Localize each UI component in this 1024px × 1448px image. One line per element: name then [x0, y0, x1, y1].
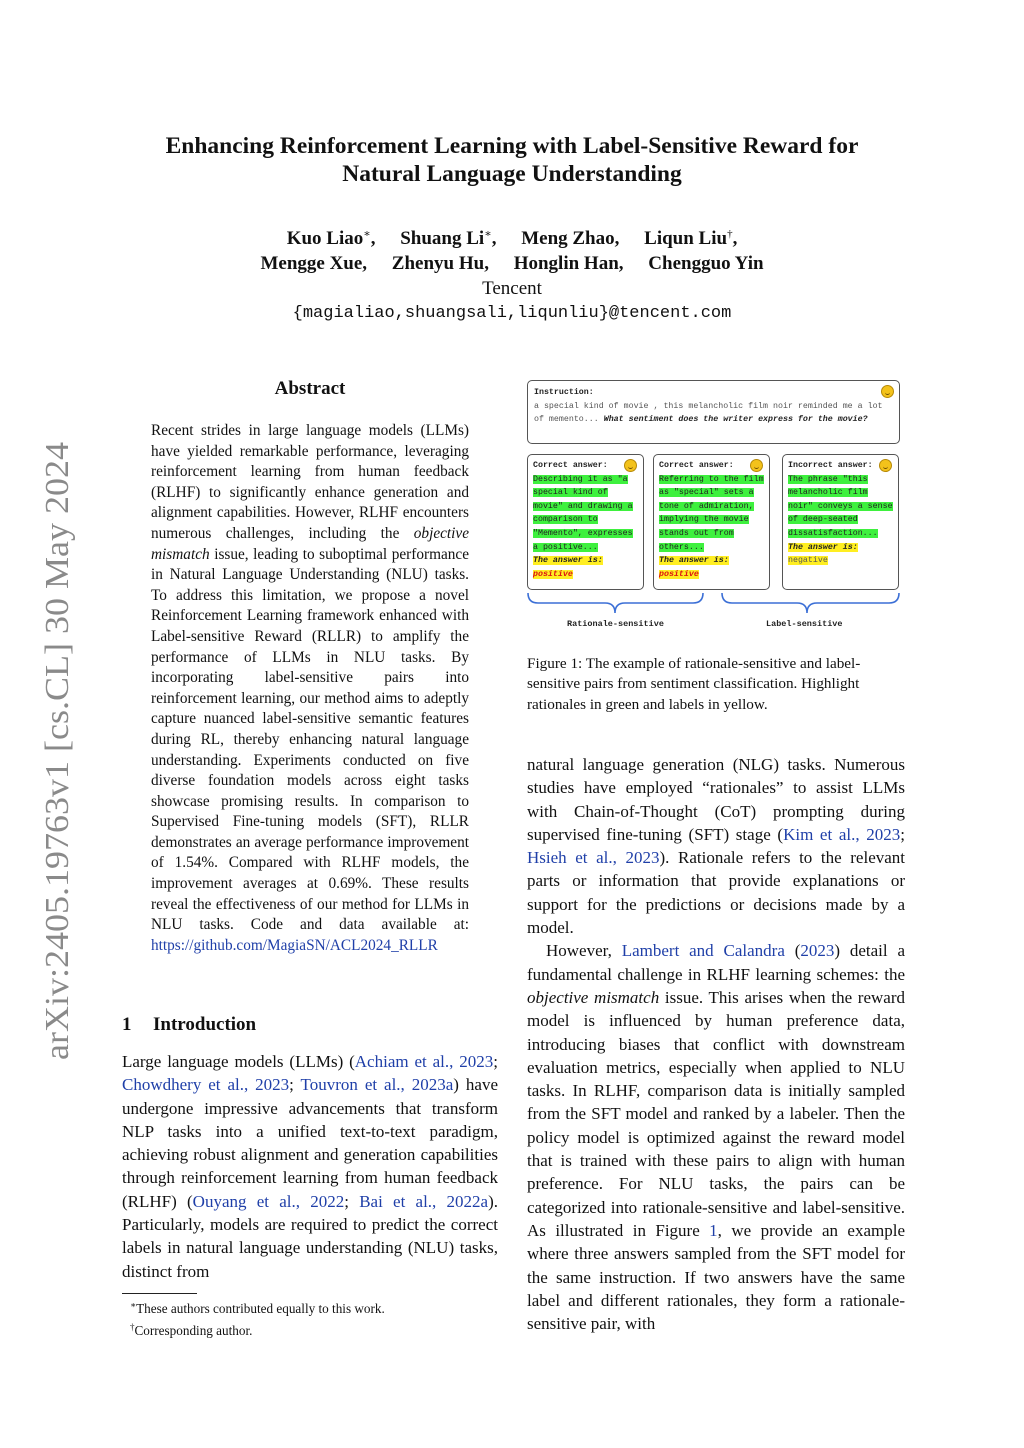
- author: [260, 251, 367, 276]
- section-title: Introduction: [153, 1014, 257, 1035]
- text-run: , we provide an example where three answers sampled from the SFT model for the same instruction. If two answers have the same label and different rationales, they form a rationale-sensitive pair, with: [527, 1220, 905, 1334]
- affiliation: Tencent: [482, 278, 542, 299]
- answer-box-correct-1: [527, 454, 644, 590]
- abstract-heading: Abstract: [274, 378, 346, 399]
- footnote-1: [130, 1296, 498, 1318]
- section-heading-introduction: [122, 1014, 498, 1036]
- abstract-part: issue, leading to suboptimal performance in Natural Language Understanding (NLU) tasks. To address this limitation, we propose a novel Reinforcement Learning framework enhanced with Label-sensitive Reward (RLLR) to amplify the performance of LLMs in NLU tasks. By incorporating label-sensitive pairs into reinforcement learning, our method aims to adeptly capture nuanced label-sensitive semantic features during RL, thereby enhancing natural language understanding. Experiments conducted on five diverse foundation models across eight tasks showcase promising results. In comparison to Supervised Fine-tuning models (SFT), RLLR demonstrates an average performance improvement of 1.54%. Compared with RLHF models, the improvement averages at 0.69%. These results reveal the effectiveness of our method for LLMs in NLU tasks. Code and data available at:: [151, 545, 469, 934]
- citation-link[interactable]: [193, 1192, 345, 1211]
- emphasis: objective mismatch: [527, 987, 660, 1007]
- footnote-divider: [122, 1293, 197, 1294]
- author: [287, 222, 376, 251]
- paragraph: [527, 753, 905, 939]
- author: [648, 251, 763, 276]
- answer-prefix: The answer is:: [533, 556, 603, 566]
- paragraph: [527, 939, 905, 1335]
- author-name: Shuang Li: [400, 228, 485, 249]
- citation-link[interactable]: [783, 825, 900, 844]
- author: [514, 251, 624, 276]
- author: [400, 222, 496, 251]
- answer-prefix: The answer is:: [788, 542, 858, 552]
- author-sep: ,: [491, 228, 497, 249]
- author-sep: ,: [732, 228, 738, 249]
- citation-link[interactable]: [622, 941, 785, 960]
- footnote-2: [130, 1318, 498, 1340]
- smiling-face-icon: [624, 459, 637, 472]
- author-email: {magialiao,shuangsali,liqunliu}@tencent.com: [292, 304, 732, 323]
- citation-link[interactable]: [800, 941, 834, 960]
- citation-authors: Hsieh et al.: [527, 848, 613, 868]
- label-brace: [722, 593, 899, 613]
- citation-link[interactable]: [122, 1075, 289, 1094]
- abstract-part: Recent strides in large language models (LLMs) have yielded remarkable performance, leveraging reinforcement learning from human feedback (RLHF) to significantly enhance generation and alignment capabilities. However, RLHF encounters numerous challenges, including the: [151, 422, 469, 542]
- author-mark: ∗: [363, 228, 371, 240]
- right-column-text: [527, 753, 905, 1335]
- answer-prefix: The answer is:: [659, 556, 729, 566]
- footnote-mark: ∗: [130, 1300, 137, 1310]
- footnotes: [130, 1296, 498, 1340]
- text-run: (: [784, 941, 801, 961]
- author-sep: ,: [362, 253, 368, 274]
- title-line-2: Natural Language Understanding: [342, 161, 682, 187]
- text-run: ) have undergone impressive advancements that transform NLP tasks into a unified text-to-text paradigm, achieving robust alignment and generation capabilities through reinforcement learning from human feedback (RLHF) (: [122, 1075, 498, 1211]
- text-run: ;: [289, 1075, 301, 1095]
- citation-authors: Kim et al.: [783, 824, 856, 844]
- text-run: ;: [900, 824, 906, 844]
- text-run: ) detail a fundamental challenge in RLHF learning schemes: the: [527, 941, 906, 984]
- author: [521, 222, 619, 251]
- author-name: Kuo Liao: [286, 228, 364, 249]
- paper-title: [120, 132, 904, 188]
- text-run: ;: [344, 1191, 360, 1211]
- arxiv-stamp-svg: [20, 440, 82, 1060]
- text-run: ). Particularly, models are required to predict the correct labels in natural language understanding (NLU) tasks, distinct from: [122, 1191, 498, 1281]
- citation-authors: Chowdhery et al.,: [122, 1075, 249, 1095]
- citation-link[interactable]: [301, 1075, 454, 1094]
- rationale-highlight: Referring to the film as "special" sets a tone of admiration, implying the movie stands out from others...: [659, 474, 764, 552]
- answer-label: Incorrect answer:: [788, 461, 873, 470]
- author-sep: ,: [618, 253, 624, 274]
- author-row-1: [120, 222, 904, 251]
- citation-link[interactable]: [355, 1052, 493, 1071]
- author-name: Honglin Han: [513, 253, 619, 274]
- abstract-emphasis: objective mismatch: [151, 524, 469, 563]
- instruction-content: [534, 400, 893, 427]
- answer-label: Correct answer:: [533, 461, 608, 470]
- author-row-2: [120, 251, 904, 276]
- text-run: ,: [855, 824, 867, 844]
- instruction-question: What sentiment does the writer express for the movie?: [603, 415, 868, 425]
- citation-authors: Achiam et al.,: [354, 1052, 454, 1071]
- author-name: Chengguo Yin: [648, 253, 764, 274]
- citation-authors: Bai et al.,: [359, 1191, 437, 1211]
- instruction-label: Instruction:: [534, 388, 594, 397]
- author-mark: ∗: [484, 228, 492, 240]
- citation-year: 2023: [866, 824, 901, 844]
- text-run: natural language generation (NLG) tasks. Numerous studies have employed “rationales” to assist LLMs with Chain-of-Thought (CoT) prompting during supervised fine-tuning (SFT) stage (: [527, 755, 905, 844]
- citation-authors: Ouyang et al.,: [192, 1191, 300, 1211]
- footnote-text: Corresponding author.: [134, 1323, 253, 1338]
- shrugging-person-icon: [879, 459, 892, 472]
- label-sensitive-label: Label-sensitive: [766, 619, 843, 629]
- intro-paragraph: [122, 1050, 498, 1283]
- code-link[interactable]: https://github.com/MagiaSN/ACL2024_RLLR: [151, 936, 438, 954]
- answer-box-correct-2: [653, 454, 770, 590]
- rationale-highlight: Describing it as "a special kind of movie" and drawing a comparison to "Memento", expresses a positive...: [533, 474, 633, 552]
- author: [392, 251, 489, 276]
- rationale-brace: [528, 593, 703, 613]
- citation-link[interactable]: [359, 1192, 488, 1211]
- author-name: Mengge Xue: [260, 253, 363, 274]
- author: [644, 222, 737, 251]
- author-name: Zhenyu Hu: [391, 253, 485, 274]
- author-name: Liqun Liu: [644, 228, 728, 249]
- arxiv-stamp: [20, 440, 82, 1060]
- citation-link[interactable]: [527, 848, 660, 867]
- footnote-text: These authors contributed equally to this work.: [136, 1301, 385, 1316]
- text-run: ,: [612, 848, 626, 868]
- answer-value: negative: [788, 556, 828, 566]
- author-mark: †: [727, 228, 733, 240]
- author-block: [120, 222, 904, 326]
- rationale-sensitive-label: Rationale-sensitive: [567, 619, 664, 629]
- instruction-box: [527, 380, 900, 444]
- citation-authors: Touvron et al.,: [300, 1075, 405, 1095]
- title-line-1: Enhancing Reinforcement Learning with Label-Sensitive Reward for: [165, 133, 859, 159]
- answer-value: positive: [659, 569, 699, 579]
- abstract-text: [151, 421, 469, 956]
- citation-year: 2022: [310, 1191, 345, 1211]
- footnote-mark: †: [130, 1322, 135, 1332]
- citation-year: 2023a: [411, 1075, 454, 1095]
- text-run: ). Rationale refers to the relevant parts or information that provide explanations or support for the predictions or decisions made by a model.: [527, 848, 906, 938]
- arxiv-stamp-text: arXiv:2405.19763v1 [cs.CL] 30 May 2024: [39, 476, 76, 1060]
- author-sep: ,: [614, 228, 620, 249]
- instruction-text: a special kind of movie , this melancholic film noir reminded me a lot of memento...: [534, 401, 883, 425]
- citation-year: 2023: [800, 941, 835, 961]
- smiling-face-icon: [750, 459, 763, 472]
- text-run: However,: [546, 941, 622, 961]
- citation-year: 2022a: [446, 1191, 489, 1211]
- citation-authors: Lambert and Calandra: [621, 941, 785, 961]
- section-number: 1: [122, 1014, 132, 1035]
- figure-reference-link[interactable]: 1: [709, 1220, 718, 1240]
- citation-year: 2023: [625, 848, 660, 868]
- author-sep: ,: [484, 253, 489, 274]
- author-name: Meng Zhao: [521, 228, 615, 249]
- figure-caption: Figure 1: The example of rationale-sensitive and label-sensitive pairs from sentiment classification. Highlight rationales in green and labels in yellow.: [527, 655, 861, 713]
- figure-1: [525, 378, 905, 633]
- text-run: Large language models (LLMs) (: [122, 1052, 355, 1071]
- author-sep: ,: [370, 228, 376, 249]
- text-run: issue. This arises when the reward model is influenced by human preference data, introducing biases that conflict with downstream evaluation metrics, especially when applied to NLU tasks. In RLHF, comparison data is initially sampled from the SFT model and ranked by a labeler. Then the policy model is optimized against the reward model that is trained with these pairs to align with human preference. For NLU tasks, the pairs can be categorized into rationale-sensitive and label-sensitive. As illustrated in Figure: [527, 987, 905, 1240]
- answer-box-incorrect: [782, 454, 899, 590]
- thinking-face-icon: [881, 385, 894, 398]
- answer-value: positive: [533, 569, 573, 579]
- answer-label: Correct answer:: [659, 461, 734, 470]
- rationale-highlight: The phrase "this melancholic film noir" conveys a sense of deep-seated dissatisfaction...: [788, 474, 893, 538]
- citation-year: 2023: [459, 1052, 494, 1071]
- text-run: ;: [493, 1052, 498, 1071]
- citation-year: 2023: [255, 1075, 290, 1095]
